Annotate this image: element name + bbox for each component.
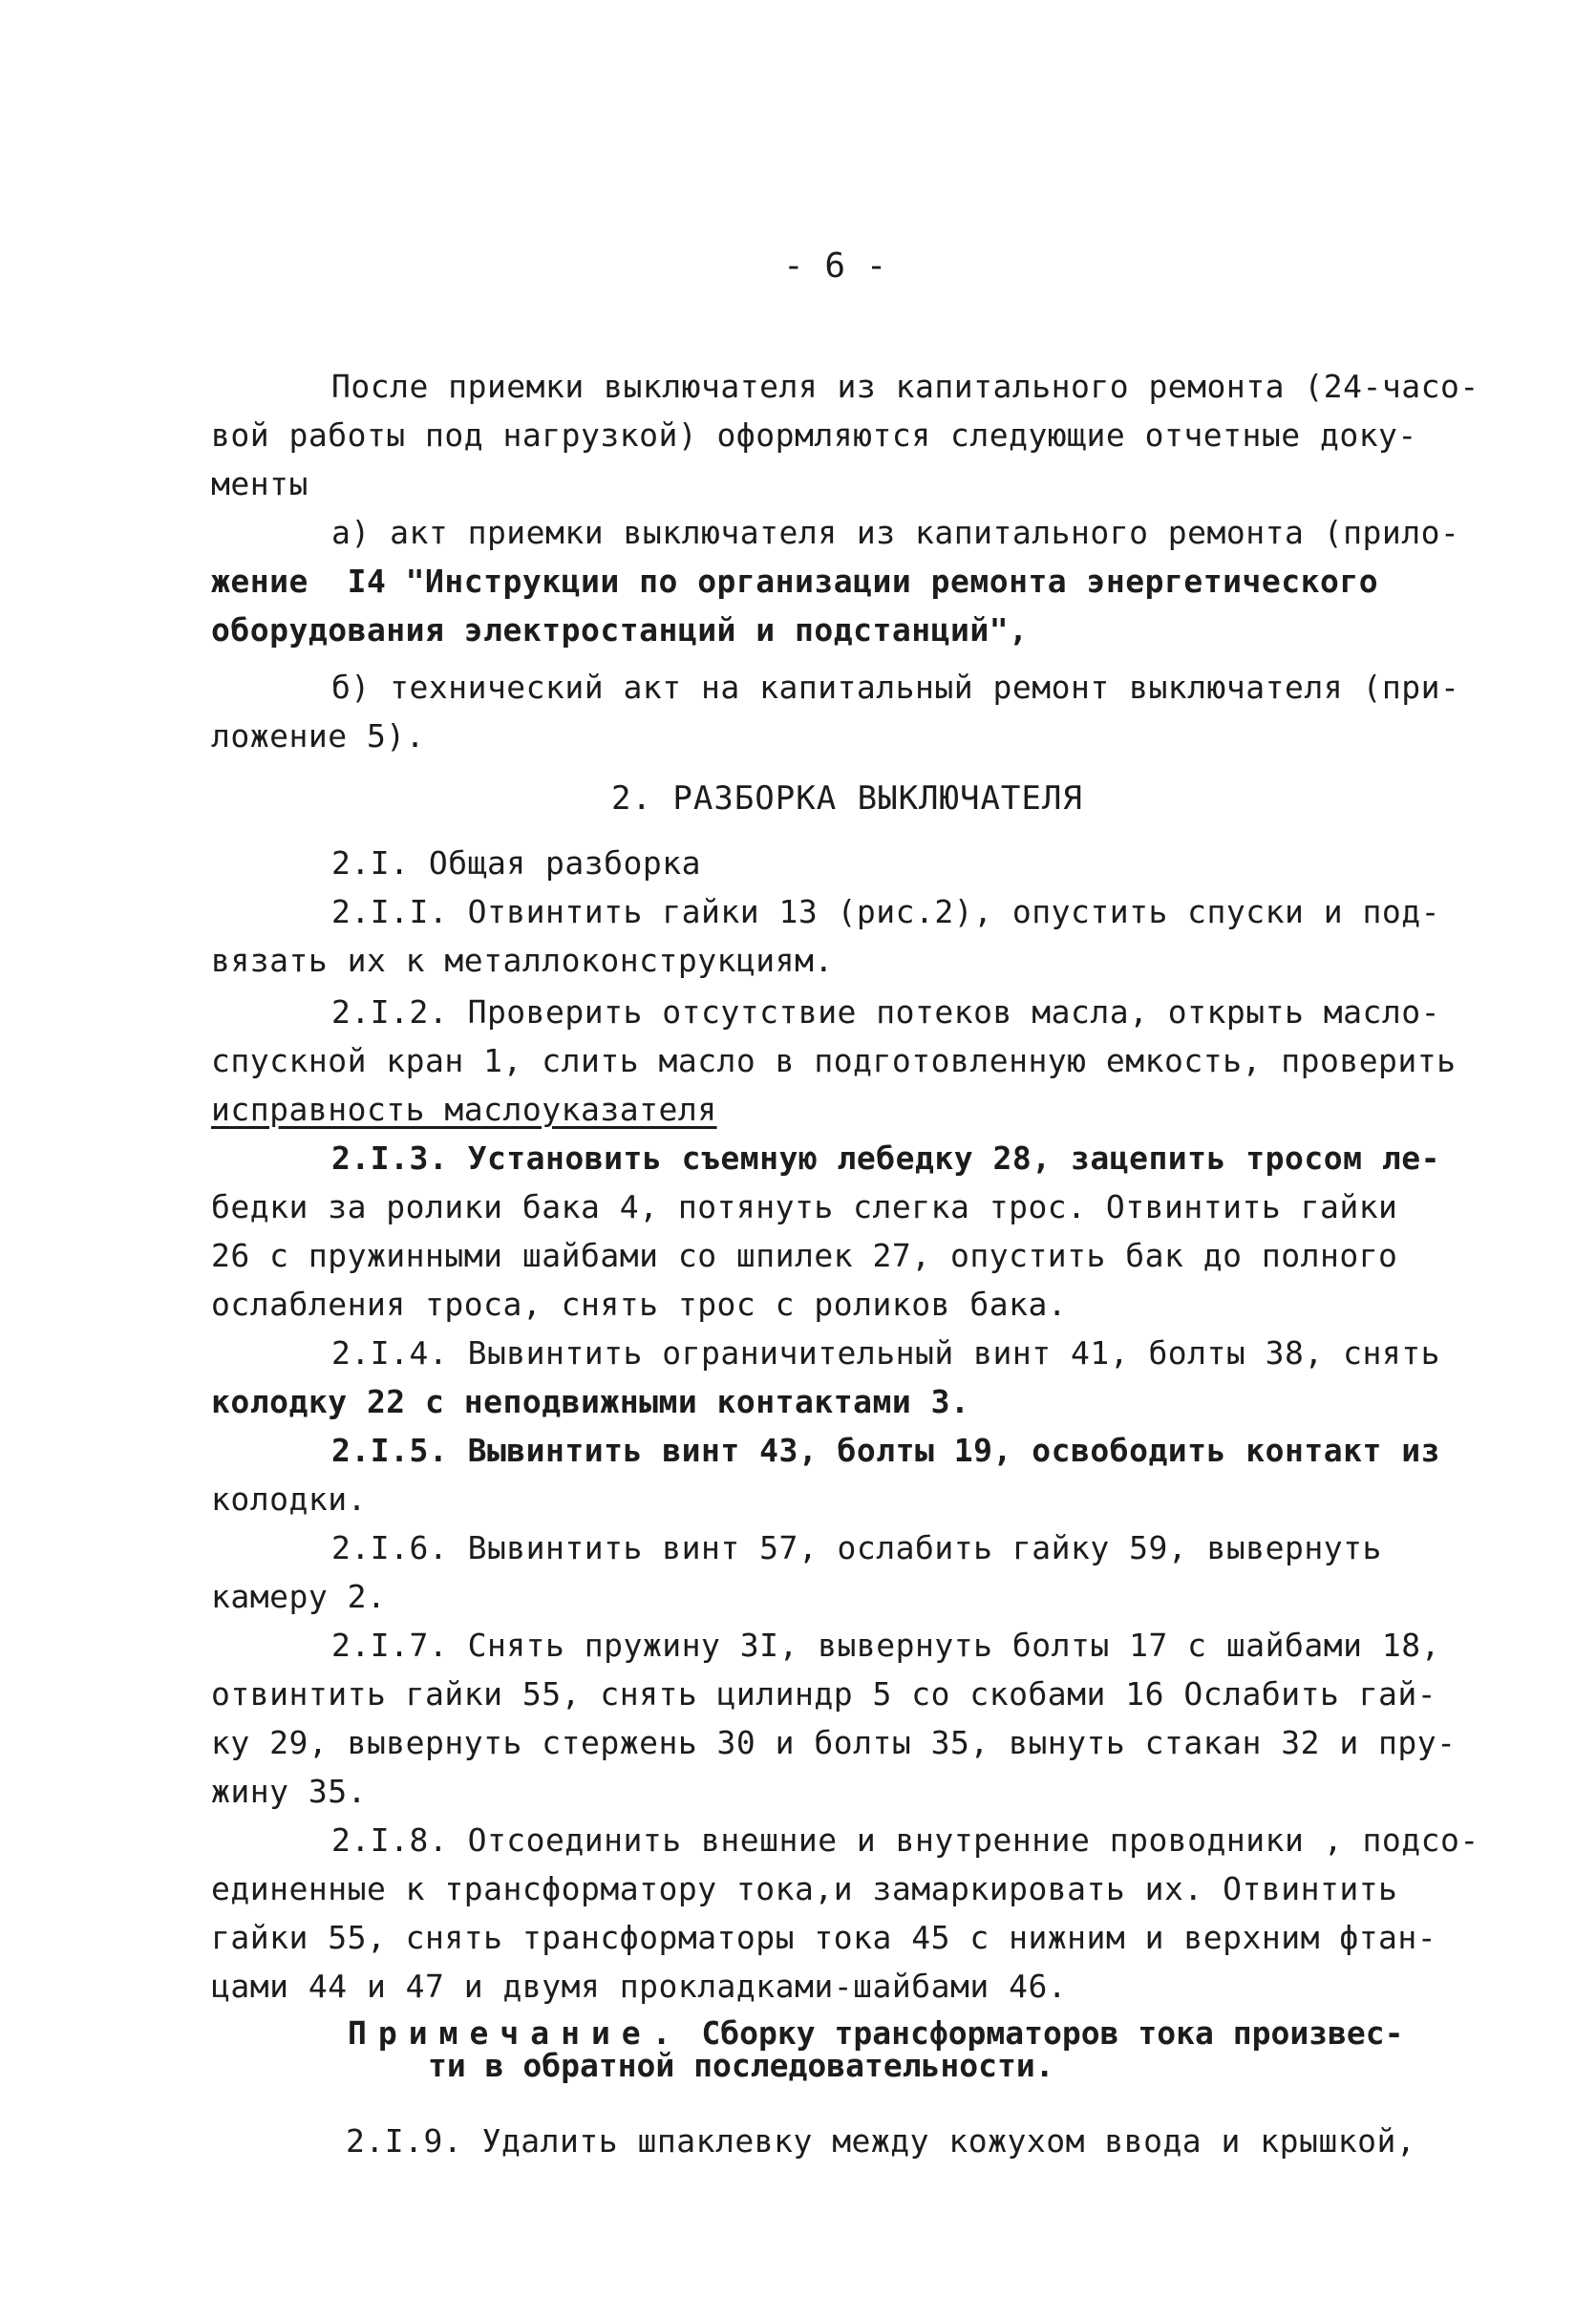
page-number: - 6 -: [783, 246, 887, 286]
p-2-1-7-line-2: отвинтить гайки 55, снять цилиндр 5 со скобами 16 Ослабить гай-: [211, 1675, 1437, 1713]
p-2-1-8-line-3: гайки 55, снять трансформаторы тока 45 с нижним и верхним фтан-: [211, 1919, 1437, 1956]
p-2-1-5-line-1: 2.I.5. Вывинтить винт 43, болты 19, освободить контакт из: [331, 1432, 1440, 1469]
p-2-1-2-line-2: спускной кран 1, слить масло в подготовленную емкость, проверить: [211, 1042, 1457, 1079]
p-2-1-8-line-1: 2.I.8. Отсоединить внешние и внутренние проводники , подсо-: [331, 1821, 1479, 1859]
p-2-1-1-line-1: 2.I.I. Отвинтить гайки 13 (рис.2), опустить спуски и под-: [331, 893, 1440, 930]
p-2-1-5-line-2: колодки.: [211, 1480, 367, 1518]
subsection-title: 2.I. Общая разборка: [331, 844, 701, 882]
p-2-1-3-line-1: 2.I.3. Установить съемную лебедку 28, зацепить тросом ле-: [331, 1139, 1440, 1177]
p-2-1-6-line-1: 2.I.6. Вывинтить винт 57, ослабить гайку 59, вывернуть: [331, 1529, 1382, 1566]
note-line-2: ти в обратной последовательности.: [428, 2047, 1054, 2084]
p-2-1-6-line-2: камеру 2.: [211, 1578, 387, 1615]
p-2-1-3-line-2: бедки за ролики бака 4, потянуть слегка трос. Отвинтить гайки: [211, 1188, 1398, 1225]
p-2-1-4-line-2: колодку 22 с неподвижными контактами 3.: [211, 1383, 970, 1420]
item-b-line-1: б) технический акт на капитальный ремонт выключателя (при-: [331, 669, 1460, 706]
note-line-1: Сборку трансформаторов тока произвес-: [682, 2014, 1404, 2052]
p-2-1-1-line-2: вязать их к металлоконструкциям.: [211, 942, 834, 979]
item-a-line-3: оборудования электростанций и подстанций",: [211, 611, 1029, 649]
p-2-1-3-line-3: 26 с пружинными шайбами со шпилек 27, опустить бак до полного: [211, 1237, 1398, 1274]
note-label: Примечание.: [348, 2014, 683, 2052]
p-2-1-2-line-1: 2.I.2. Проверить отсутствие потеков масла, открыть масло-: [331, 993, 1440, 1031]
p-2-1-7-line-1: 2.I.7. Снять пружину 3I, вывернуть болты 17 с шайбами 18,: [331, 1627, 1440, 1664]
item-a-line-2: жение I4 "Инструкции по организации ремонта энергетического: [211, 563, 1379, 600]
p-2-1-8-line-4: цами 44 и 47 и двумя прокладками-шайбами 46.: [211, 1968, 1068, 2005]
p-2-1-2-line-3: исправность маслоуказателя: [211, 1091, 717, 1128]
item-b-line-2: ложение 5).: [211, 717, 426, 755]
section-heading: 2. РАЗБОРКА ВЫКЛЮЧАТЕЛЯ: [611, 779, 1083, 818]
intro-line-1: После приемки выключателя из капитального ремонта (24-часо-: [331, 368, 1479, 405]
intro-line-2: вой работы под нагрузкой) оформляются следующие отчетные доку-: [211, 416, 1417, 454]
p-2-1-9-line-1: 2.I.9. Удалить шпаклевку между кожухом ввода и крышкой,: [346, 2122, 1416, 2160]
p-2-1-7-line-4: жину 35.: [211, 1773, 367, 1810]
p-2-1-7-line-3: ку 29, вывернуть стержень 30 и болты 35, вынуть стакан 32 и пру-: [211, 1724, 1457, 1761]
p-2-1-3-line-4: ослабления троса, снять трос с роликов бака.: [211, 1286, 1068, 1323]
p-2-1-4-line-1: 2.I.4. Вывинтить ограничительный винт 41, болты 38, снять: [331, 1334, 1440, 1372]
p-2-1-8-line-2: единенные к трансформатору тока,и замаркировать их. Отвинтить: [211, 1870, 1398, 1907]
intro-line-3: менты: [211, 465, 309, 502]
item-a-line-1: а) акт приемки выключателя из капитального ремонта (прило-: [331, 514, 1460, 551]
note-block: [348, 2014, 1404, 2052]
